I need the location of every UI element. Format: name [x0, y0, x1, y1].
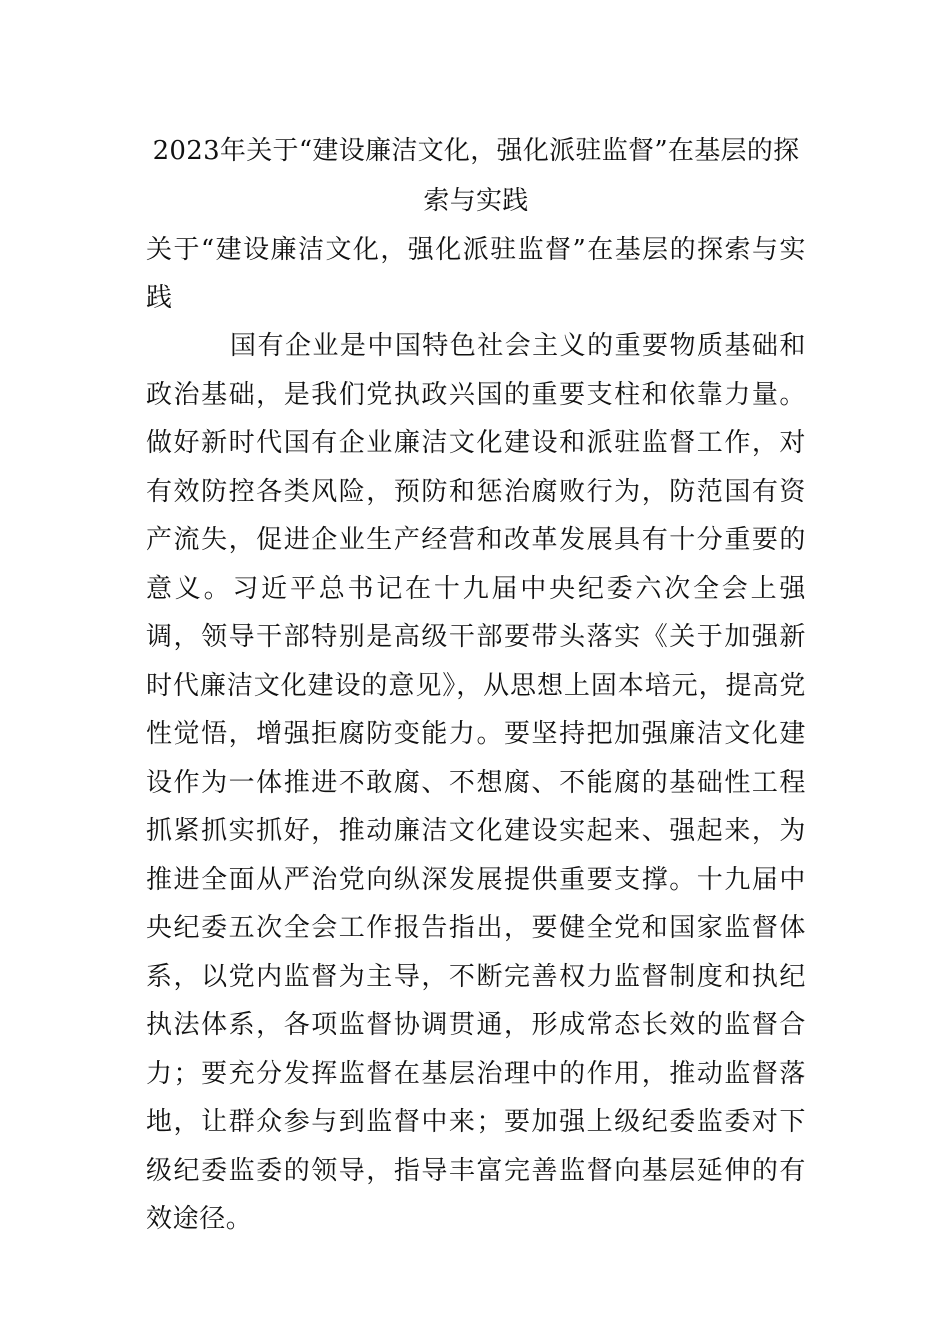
body-paragraph: 国有企业是中国特色社会主义的重要物质基础和政治基础，是我们党执政兴国的重要支柱和依靠力量。做好新时代国有企业廉洁文化建设和派驻监督工作，对有效防控各类风险，预防和惩治腐败行为，防范国有资产流失，促进企业生产经营和改革发展具有十分重要的意义。习近平总书记在十九届中央纪委六次全会上强调，领导干部特别是高级干部要带头落实《关于加强新时代廉洁文化建设的意见》，从思想上固本培元，提高党性觉悟，增强拒腐防变能力。要坚持把加强廉洁文化建设作为一体推进不敢腐、不想腐、不能腐的基础性工程抓紧抓实抓好，推动廉洁文化建设实起来、强起来，为推进全面从严治党向纵深发展提供重要支撑。十九届中央纪委五次全会工作报告指出，要健全党和国家监督体系，以党内监督为主导，不断完善权力监督制度和执纪执法体系，各项监督协调贯通，形成常态长效的监督合力；要充分发挥监督在基层治理中的作用，推动监督落地，让群众参与到监督中来；要加强上级纪委监委对下级纪委监委的领导，指导丰富完善监督向基层延伸的有效途径。 — [146, 331, 806, 1234]
document-subtitle: 关于“建设廉洁文化，强化派驻监督”在基层的探索与实践 — [146, 235, 806, 313]
document-title: 2023年关于“建设廉洁文化，强化派驻监督”在基层的探索与实践 — [152, 136, 800, 216]
document-page — [146, 126, 806, 1244]
